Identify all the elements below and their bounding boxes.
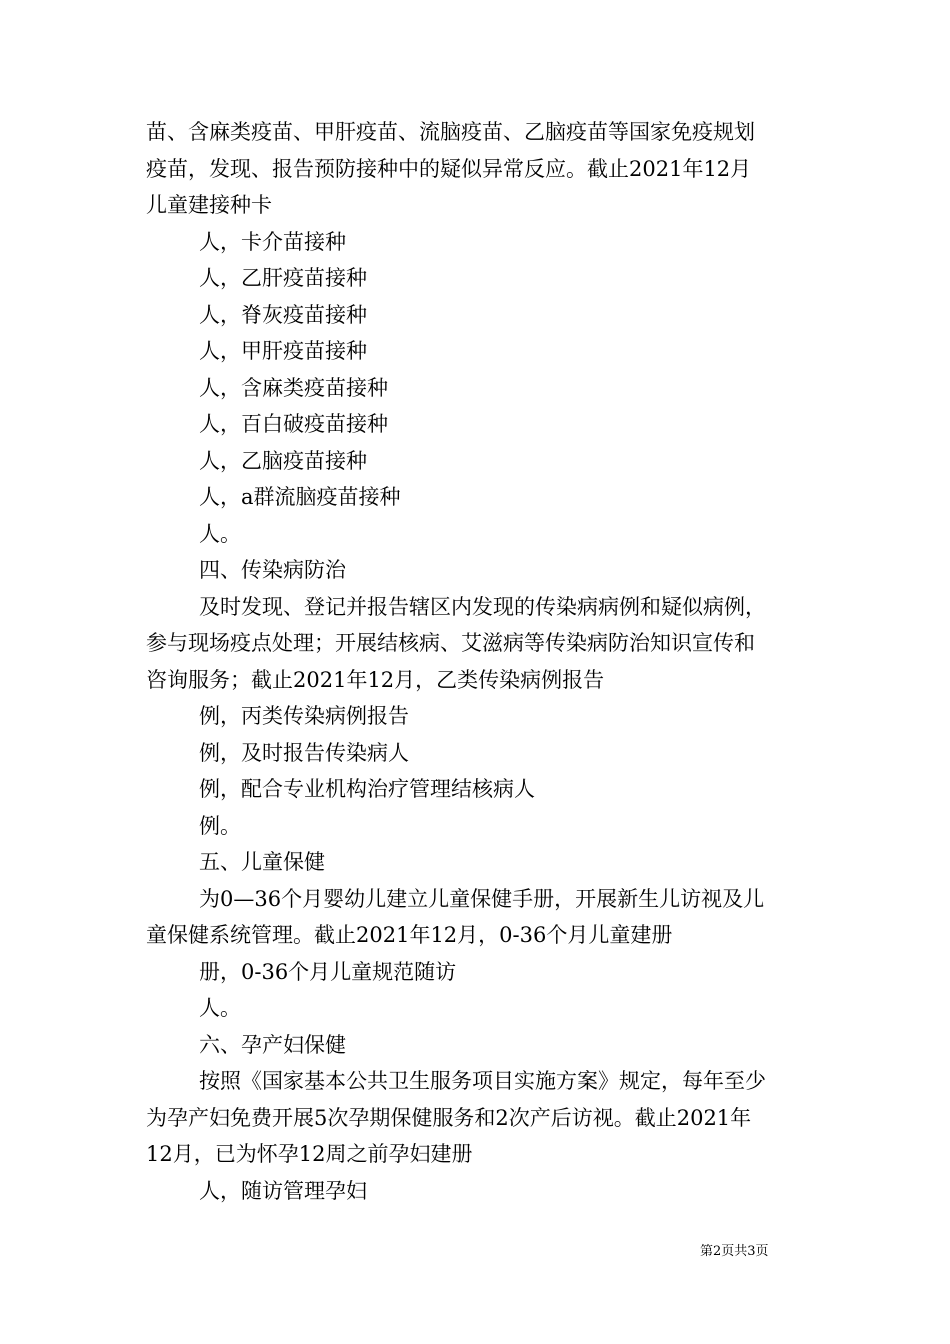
text-line: 童保健系统管理。截止2021年12月，0-36个月儿童建册	[146, 923, 673, 947]
text-line: 人，a群流脑疫苗接种	[199, 485, 401, 509]
text-line: 为孕产妇免费开展5次孕期保健服务和2次产后访视。截止2021年	[146, 1105, 752, 1130]
text-line: 人，甲肝疫苗接种	[199, 339, 367, 363]
text-line: 四、传染病防治	[199, 558, 346, 582]
text-line: 人，随访管理孕妇	[199, 1178, 367, 1203]
text-line: 疫苗，发现、报告预防接种中的疑似异常反应。截止2021年12月	[146, 156, 752, 181]
text-line: 人，乙肝疫苗接种	[199, 266, 367, 290]
text-line: 例，丙类传染病例报告	[199, 704, 409, 728]
text-line: 儿童建接种卡	[146, 193, 272, 217]
text-line: 六、孕产妇保健	[199, 1032, 346, 1057]
text-line: 为0—36个月婴幼儿建立儿童保健手册，开展新生儿访视及儿	[199, 886, 765, 911]
text-line: 人。	[199, 521, 241, 546]
text-line: 苗、含麻类疫苗、甲肝疫苗、流脑疫苗、乙脑疫苗等国家免疫规划	[146, 120, 755, 144]
body-text	[146, 114, 810, 1209]
text-line: 例。	[199, 813, 241, 838]
text-line: 参与现场疫点处理；开展结核病、艾滋病等传染病防治知识宣传和	[146, 631, 755, 655]
text-line: 咨询服务；截止2021年12月，乙类传染病例报告	[146, 667, 605, 692]
text-line: 人，乙脑疫苗接种	[199, 448, 367, 473]
text-line: 人，脊灰疫苗接种	[199, 302, 367, 327]
text-line: 例，及时报告传染病人	[199, 740, 409, 765]
text-line: 人，百白破疫苗接种	[199, 412, 388, 436]
page-number-footer: 第2页共3页	[700, 1244, 769, 1259]
text-line: 册，0-36个月儿童规范随访	[199, 959, 457, 984]
text-line: 人。	[199, 996, 241, 1020]
text-line: 五、儿童保健	[199, 850, 325, 874]
text-line: 12月，已为怀孕12周之前孕妇建册	[146, 1142, 473, 1166]
text-line: 按照《国家基本公共卫生服务项目实施方案》规定，每年至少	[199, 1069, 766, 1093]
text-line: 例，配合专业机构治疗管理结核病人	[199, 777, 535, 801]
text-line: 人，卡介苗接种	[199, 229, 346, 254]
text-line: 人，含麻类疫苗接种	[199, 375, 388, 400]
text-line: 及时发现、登记并报告辖区内发现的传染病病例和疑似病例，	[199, 594, 766, 619]
